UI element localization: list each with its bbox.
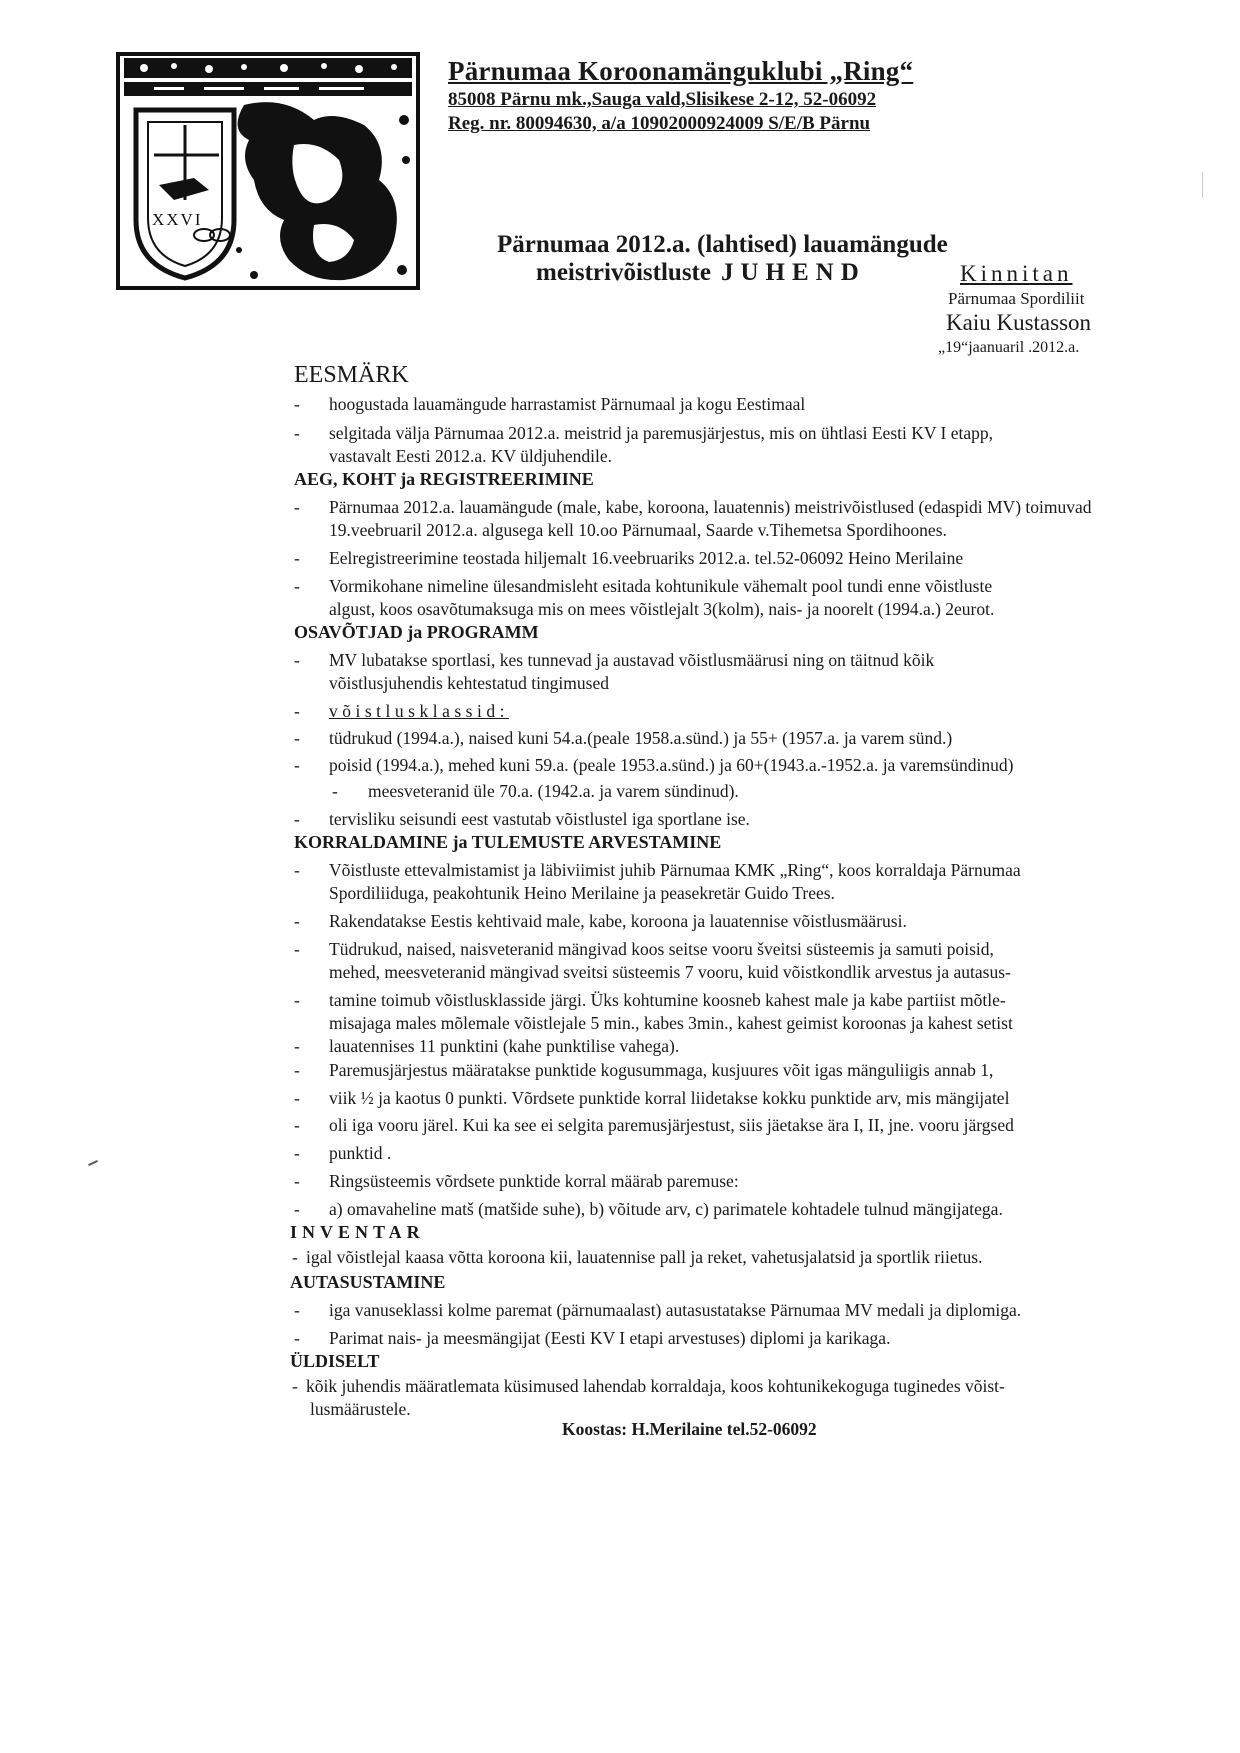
bullet-dash: - [294,1060,300,1080]
list-item: tüdrukud (1994.a.), naised kuni 54.a.(peale 1958.a.sünd.) ja 55+ (1957.a. ja varem sünd.) [329,728,953,748]
bullet-dash: - [294,1300,300,1320]
section-heading-autasustamine: AUTASUSTAMINE [290,1272,446,1292]
org-address: 85008 Pärnu mk.,Sauga vald,Slisikese 2-12, 52-06092 [448,89,877,110]
bullet-dash: - [294,1036,300,1056]
list-item: viik ½ ja kaotus 0 punkti. Võrdsete punktide korral liidetakse kokku punktide arv, mis mängijatel [329,1088,1010,1108]
list-item: meesveteranid üle 70.a. (1942.a. ja varem sündinud). [368,781,739,801]
section-heading-korraldamine: KORRALDAMINE ja TULEMUSTE ARVESTAMINE [294,832,722,852]
scan-mark [88,1160,98,1166]
bullet-dash: - [294,1171,300,1191]
competition-classes-heading: võistlusklassid: [329,701,509,721]
bullet-dash: - [294,701,300,721]
list-item: MV lubatakse sportlasi, kes tunnevad ja austavad võistlusmäärusi ning on täitnud kõik [329,650,935,670]
bullet-dash: - [292,1247,298,1267]
bullet-dash: - [294,911,300,931]
list-item: selgitada välja Pärnumaa 2012.a. meistrid ja paremusjärjestus, mis on ühtlasi Eesti KV I etapp, [329,423,994,443]
approval-date: „19“jaanuaril .2012.a. [938,339,1080,356]
bullet-dash: - [294,548,300,568]
list-item: vastavalt Eesti 2012.a. KV üldjuhendile. [329,446,613,466]
list-item: Pärnumaa 2012.a. lauamängude (male, kabe, koroona, lauatennis) meistrivõistlused (edaspidi MV) toimuvad [329,497,1092,517]
list-item: Vormikohane nimeline ülesandmisleht esitada kohtunikule vähemalt pool tundi enne võistluste [329,576,993,596]
list-item: poisid (1994.a.), mehed kuni 59.a. (peale 1953.a.sünd.) ja 60+(1943.a.-1952.a. ja varemsündinud) [329,755,1014,775]
logo-lettering: XXVI [152,210,203,229]
org-name: Pärnumaa Koroonamänguklubi „Ring“ [448,56,914,86]
list-item: tervisliku seisundi eest vastutab võistlustel iga sportlane ise. [329,809,750,829]
bullet-dash: - [294,1199,300,1219]
list-item: Eelregistreerimine teostada hiljemalt 16.veebruariks 2012.a. tel.52-06092 Heino Merilaine [329,548,964,568]
bullet-dash: - [294,423,300,443]
bullet-dash: - [294,1143,300,1163]
bullet-dash: - [294,1115,300,1135]
club-logo [114,50,422,292]
approval-name: Kaiu Kustasson [946,310,1092,335]
bullet-dash: - [332,781,338,801]
section-heading-inventar: INVENTAR [290,1222,425,1242]
list-item: Tüdrukud, naised, naisveteranid mängivad koos seitse vooru šveitsi süsteemis ja samuti poisid, [329,939,994,959]
list-item: kõik juhendis määratlemata küsimused lahendab korraldaja, koos kohtunikekoguga tuginedes võist- [306,1376,1005,1396]
section-heading-aeg: AEG, KOHT ja REGISTREERIMINE [294,469,594,489]
list-item: punktid . [329,1143,392,1163]
list-item: mehed, meesveteranid mängivad sveitsi süsteemis 7 vooru, kuid võistkondlik arvestus ja autasus- [329,962,1011,982]
bullet-dash: - [294,497,300,517]
section-heading-uldiselt: ÜLDISELT [290,1351,380,1371]
list-item: Parimat nais- ja meesmängijat (Eesti KV I etapi arvestuses) diplomi ja karikaga. [329,1328,891,1348]
bullet-dash: - [292,1376,298,1396]
bullet-dash: - [294,1088,300,1108]
document-title-line2 [536,259,866,287]
bullet-dash: - [294,650,300,670]
list-item: oli iga vooru järel. Kui ka see ei selgita paremusjärjestust, siis jäetakse ära I, II, jne. vooru järgsed [329,1115,1014,1135]
list-item: iga vanuseklassi kolme paremat (pärnumaalast) autasustatakse Pärnumaa MV medali ja diplomiga. [329,1300,1022,1320]
bullet-dash: - [294,939,300,959]
approval-heading: Kinnitan [960,261,1073,286]
list-item: hoogustada lauamängude harrastamist Pärnumaal ja kogu Eestimaal [329,394,806,414]
scan-mark [1202,172,1203,198]
bullet-dash: - [294,728,300,748]
document-title-prefix: meistrivõistluste [536,259,711,286]
list-item: misajaga males mõlemale võistlejale 5 min., kabes 3min., kahest geimist koroonas ja kahest setist [329,1013,1013,1033]
author-signoff: Koostas: H.Merilaine tel.52-06092 [562,1419,817,1439]
org-registration: Reg. nr. 80094630, a/a 10902000924009 S/E/B Pärnu [448,113,871,134]
list-item: Rakendatakse Eestis kehtivaid male, kabe, koroona ja lauatennise võistlusmäärusi. [329,911,907,931]
section-heading-osavotjad: OSAVÕTJAD ja PROGRAMM [294,622,539,642]
list-item: Spordiliiduga, peakohtunik Heino Merilaine ja peasekretär Guido Trees. [329,883,835,903]
bullet-dash: - [294,394,300,414]
list-item: 19.veebruaril 2012.a. algusega kell 10.oo Pärnumaal, Saarde v.Tihemetsa Spordihoones. [329,520,947,540]
bullet-dash: - [294,576,300,596]
list-item: lusmäärustele. [310,1399,411,1419]
document-title-line1: Pärnumaa 2012.a. (lahtised) lauamängude [497,231,948,258]
bullet-dash: - [294,809,300,829]
section-heading-eesmark: EESMÄRK [294,362,409,388]
bullet-dash: - [294,860,300,880]
list-item: algust, koos osavõtumaksuga mis on mees võistlejalt 3(kolm), nais- ja noorelt (1994.a.) 2eurot. [329,599,995,619]
list-item: lauatennises 11 punktini (kahe punktilise vahega). [329,1036,680,1056]
bullet-dash: - [294,990,300,1010]
list-item: igal võistlejal kaasa võtta koroona kii, lauatennise pall ja reket, vahetusjalatsid ja sportlik riietus. [306,1247,983,1267]
list-item: Ringsüsteemis võrdsete punktide korral määrab paremuse: [329,1171,739,1191]
list-item: Paremusjärjestus määratakse punktide kogusummaga, kusjuures võit igas mänguliigis annab 1, [329,1060,994,1080]
list-item: Võistluste ettevalmistamist ja läbiviimist juhib Pärnumaa KMK „Ring“, koos korraldaja Pärnumaa [329,860,1021,880]
list-item: a) omavaheline matš (matšide suhe), b) võitude arv, c) parimatele kohtadele tulnud mängijatega. [329,1199,1003,1219]
list-item: tamine toimub võistlusklasside järgi. Üks kohtumine koosneb kahest male ja kabe partiist mõtle- [329,990,1006,1010]
document-title-juhend: JUHEND [720,259,866,286]
approval-organization: Pärnumaa Spordiliit [948,289,1085,308]
bullet-dash: - [294,755,300,775]
bullet-dash: - [294,1328,300,1348]
list-item: võistlusjuhendis kehtestatud tingimused [329,673,609,693]
